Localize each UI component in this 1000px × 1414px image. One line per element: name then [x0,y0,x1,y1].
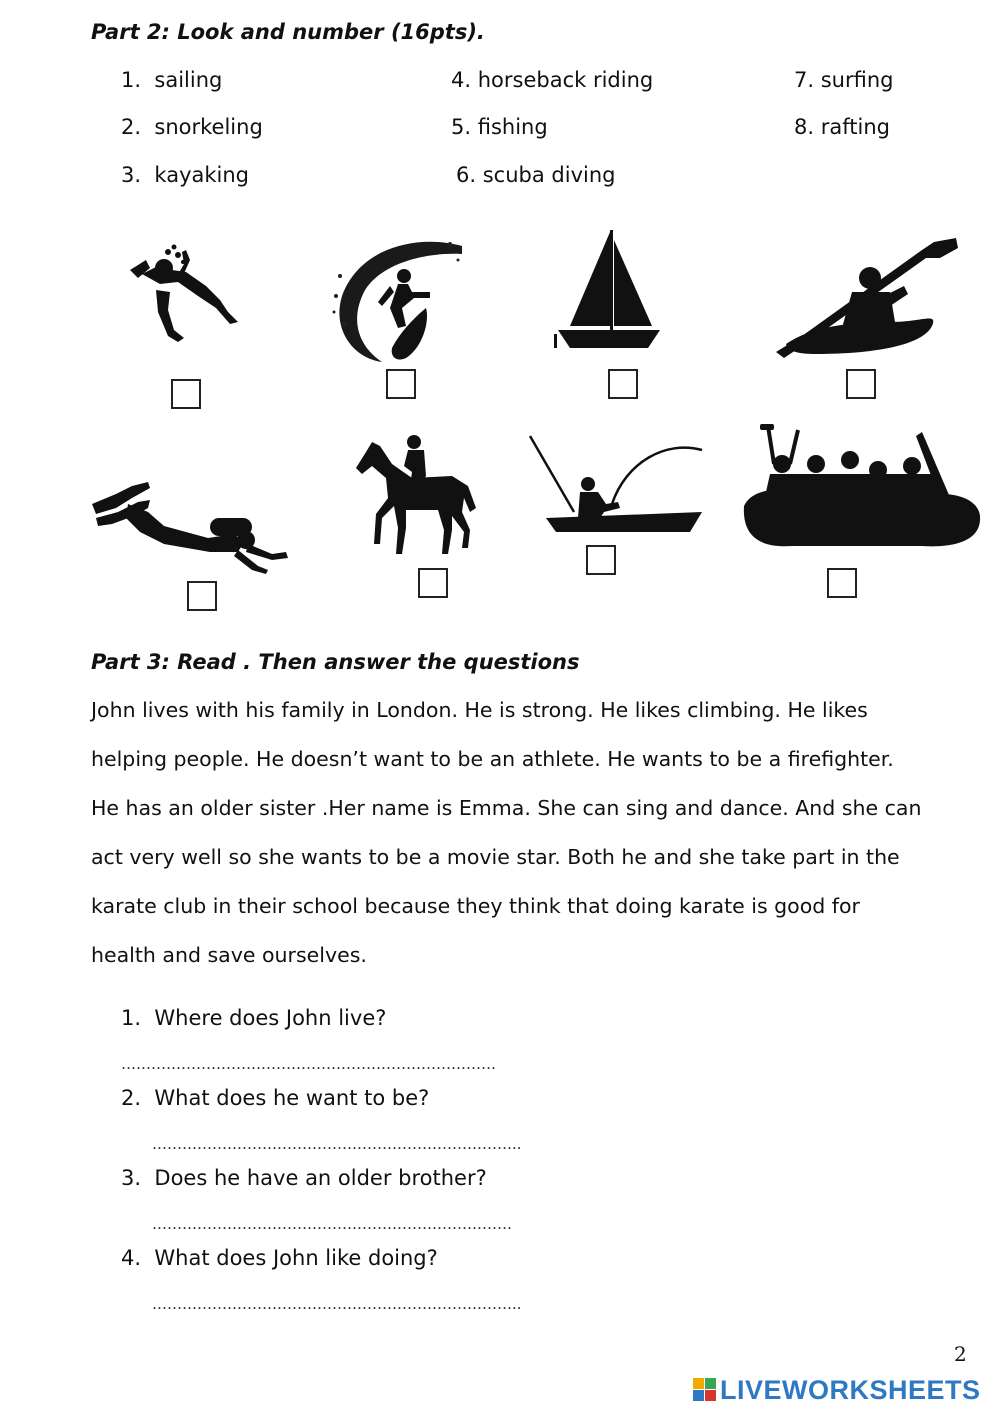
answer-line-4[interactable]: ……………………………………………………………….. [152,1295,522,1313]
option-6: 6. scuba diving [456,163,616,187]
page-number: 2 [954,1342,967,1366]
answer-box-3[interactable] [608,369,638,399]
part3-heading: Part 3: Read . Then answer the questions [91,650,580,674]
answer-box-7[interactable] [586,545,616,575]
answer-box-2[interactable] [386,369,416,399]
answer-line-2[interactable]: ……………………………………………………………….. [152,1135,522,1153]
liveworksheets-logo [692,1374,981,1406]
passage-line: karate club in their school because they think that doing karate is good for [91,894,860,918]
option-1: 1. sailing [121,68,223,92]
raft-icon [742,424,987,554]
option-4: 4. horseback riding [451,68,654,92]
passage-line: health and save ourselves. [91,943,367,967]
question-1: 1. Where does John live? [121,1006,387,1030]
passage-line: helping people. He doesn’t want to be an athlete. He wants to be a firefighter. [91,747,894,771]
surfer-icon [330,236,470,364]
question-3: 3. Does he have an older brother? [121,1166,487,1190]
answer-box-1[interactable] [171,379,201,409]
kayaker-icon [772,236,962,361]
passage-line: He has an older sister .Her name is Emma. She can sing and dance. And she can [91,796,922,820]
answer-box-8[interactable] [827,568,857,598]
snorkeler-icon [120,238,250,353]
question-2: 2. What does he want to be? [121,1086,430,1110]
answer-line-1[interactable]: ………………………………………………………………… [121,1055,496,1073]
part2-heading: Part 2: Look and number (16pts). [91,20,485,44]
answer-line-3[interactable]: ……………………………………………………………… [152,1215,512,1233]
passage-line: John lives with his family in London. He is strong. He likes climbing. He likes [91,698,868,722]
passage-line: act very well so she wants to be a movie star. Both he and she take part in the [91,845,900,869]
option-7: 7. surfing [794,68,894,92]
answer-box-4[interactable] [846,369,876,399]
answer-box-5[interactable] [187,581,217,611]
option-3: 3. kayaking [121,163,249,187]
scuba-diver-icon [88,478,293,576]
sailboat-icon [548,230,663,360]
question-4: 4. What does John like doing? [121,1246,438,1270]
option-8: 8. rafting [794,115,890,139]
liveworksheets-logo-icon [692,1377,718,1403]
option-2: 2. snorkeling [121,115,263,139]
horse-rider-icon [352,432,477,560]
fisherman-icon [526,432,706,540]
answer-box-6[interactable] [418,568,448,598]
liveworksheets-brand: LIVEWORKSHEETS [720,1374,981,1405]
option-5: 5. fishing [451,115,548,139]
